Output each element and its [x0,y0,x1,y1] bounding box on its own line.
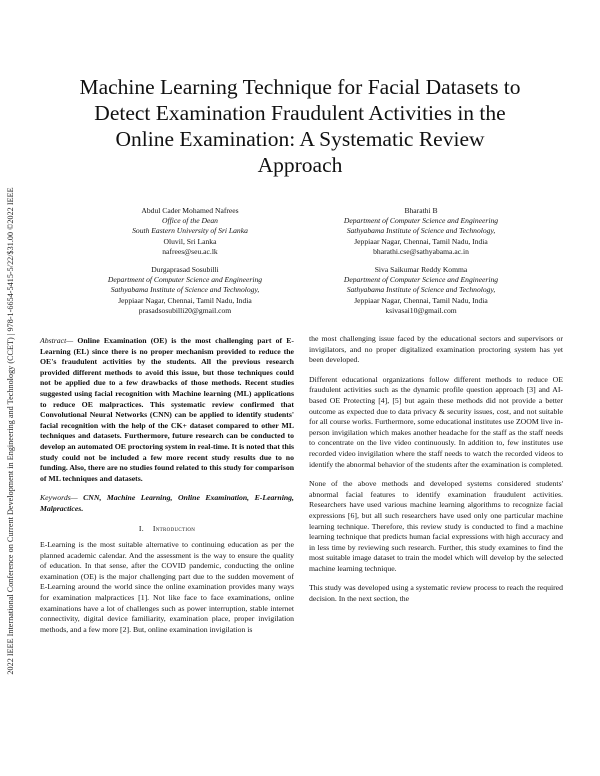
right-column [309,334,563,614]
body-paragraph: the most challenging issue faced by the educational sectors and supervisors or invigilators, and no proper digitalized examination proctoring system has yet been developed. [309,334,563,365]
author-org: South Eastern University of Sri Lanka [132,226,248,236]
section-title: Introduction [152,523,196,533]
author-city: Jeppiaar Nagar, Chennai, Tamil Nadu, India [354,295,488,305]
author-dept: Department of Computer Science and Engineering [343,275,499,285]
author-block [60,265,310,316]
abstract-body: Online Examination (OE) is the most challenging part of E-Learning (EL) since there is no proper mechanism provided to reduce the OE's fraudulent activities by the students. All the previous research provided different methods to avoid this issue, but those techniques could not be applied due to a few drawbacks of those methods. Recent studies suggested using facial recognition with Machine learning (ML) applications to reduce OE malpractices. This systematic review confirmed that Convolutional Neural Networks (CNN) can be applied to identify students' facial recognition with the help of the CK+ dataset compared to other ML techniques and datasets. Furthermore, future research can be conducted to develop an automated OE proctoring system in real-time. It is noted that this study could not be included a few more recent study results due to no funding. Also, there are no studies found related to this study for comparison of ML techniques and datasets. [40,336,294,483]
author-email: prasadsosubilli20@gmail.com [138,305,232,315]
section-heading [40,524,294,535]
author-email: ksivasai10@gmail.com [385,305,457,315]
author-city: Jeppiaar Nagar, Chennai, Tamil Nadu, India [118,295,252,305]
author-name: Abdul Cader Mohamed Nafrees [141,206,239,215]
keywords-lead: Keywords— [40,493,78,503]
left-column [40,336,294,644]
author-org: Sathyabama Institute of Science and Technology, [110,285,260,295]
abstract [40,336,294,484]
author-email: nafrees@seu.ac.lk [162,246,218,256]
intro-paragraph: E-Learning is the most suitable alternative to continuing education as per the planned academic calendar. And the assessment is the way to ensure the quality of education. In that sense, after the COVID pandemic, conducting the online examination (OE) is the major challenging part due to the sudden movement of E-Learning around the world since the online examination provides many ways for examination malpractices [1]. Not like face to face examinations, online examinations have a lot of challenges such as power interruption, stable internet connectivity, digital device familiarity, examination place, proper invigilation methods, and a few more [2]. But, online examination invigilation is [40,540,294,634]
paper-title [40,74,560,178]
copyright-side-note: 2022 IEEE International Conference on Current Development in Engineering and Technology (CCET) | 978-1-6654-5415-5/22/$31.00 ©2022 IEEE [6,187,15,675]
title-line: Approach [257,153,343,177]
author-dept: Department of Computer Science and Engineering [107,275,263,285]
author-org: Sathyabama Institute of Science and Technology, [346,285,496,295]
body-paragraph: This study was developed using a systematic review process to reach the required decision. In the next section, the [309,583,563,604]
title-line: Online Examination: A Systematic Review [115,127,485,151]
body-paragraph: None of the above methods and developed systems considered students' abnormal facial features to identify examination fraudulent activities. Researchers have used various machine learning algorithms to recognize facial expressions [6], but all such researchers have used only one particular machine learning technique. Therefore, this review study is conducted to find a machine learning technique that predicts human facial expressions with high accuracy and in less time by reviewing such research. Further, this study examines to find the most suitable image dataset to train the model which will develop by the selected machine learning technique. [309,479,563,573]
abstract-lead: Abstract— [40,336,74,345]
author-email: bharathi.cse@sathyabama.ac.in [373,246,469,256]
author-name: Durgaprasad Sosubilli [151,265,219,274]
author-city: Oluvil, Sri Lanka [163,236,217,246]
author-block [296,206,546,257]
author-org: Sathyabama Institute of Science and Technology, [346,226,496,236]
author-name: Bharathi B [404,206,438,215]
author-name: Siva Saikumar Reddy Komma [374,265,468,274]
keywords [40,493,294,514]
keywords-body: CNN, Machine Learning, Online Examination, E-Learning, Malpractices. [40,493,294,513]
author-dept: Office of the Dean [162,216,218,226]
body-paragraph: Different educational organizations follow different methods to reduce OE fraudulent activities such as the dynamic profile question approach [3] and AI-based OE Protecting [4], [5] but again these methods did not provide a better outcome as expected due to data privacy & security issues, cost, and not suitable for all course works. Furthermore, some educational institutes use ZOOM live in-person invigilation which makes another headache for the staff as the staff needs to concentrate on the live video continuously. In addition to, few institutes use recorded video invigilation where the staff needs to watch the recorded videos to identify the abnormal behavior of the students after the examination is completed. [309,374,563,469]
title-line: Machine Learning Technique for Facial Datasets to [79,75,521,99]
author-block [296,265,546,316]
author-city: Jeppiaar Nagar, Chennai, Tamil Nadu, India [354,236,488,246]
author-dept: Department of Computer Science and Engineering [343,216,499,226]
author-block [65,206,315,257]
title-line: Detect Examination Fraudulent Activities in the [94,101,506,125]
section-number: I. [138,523,144,533]
